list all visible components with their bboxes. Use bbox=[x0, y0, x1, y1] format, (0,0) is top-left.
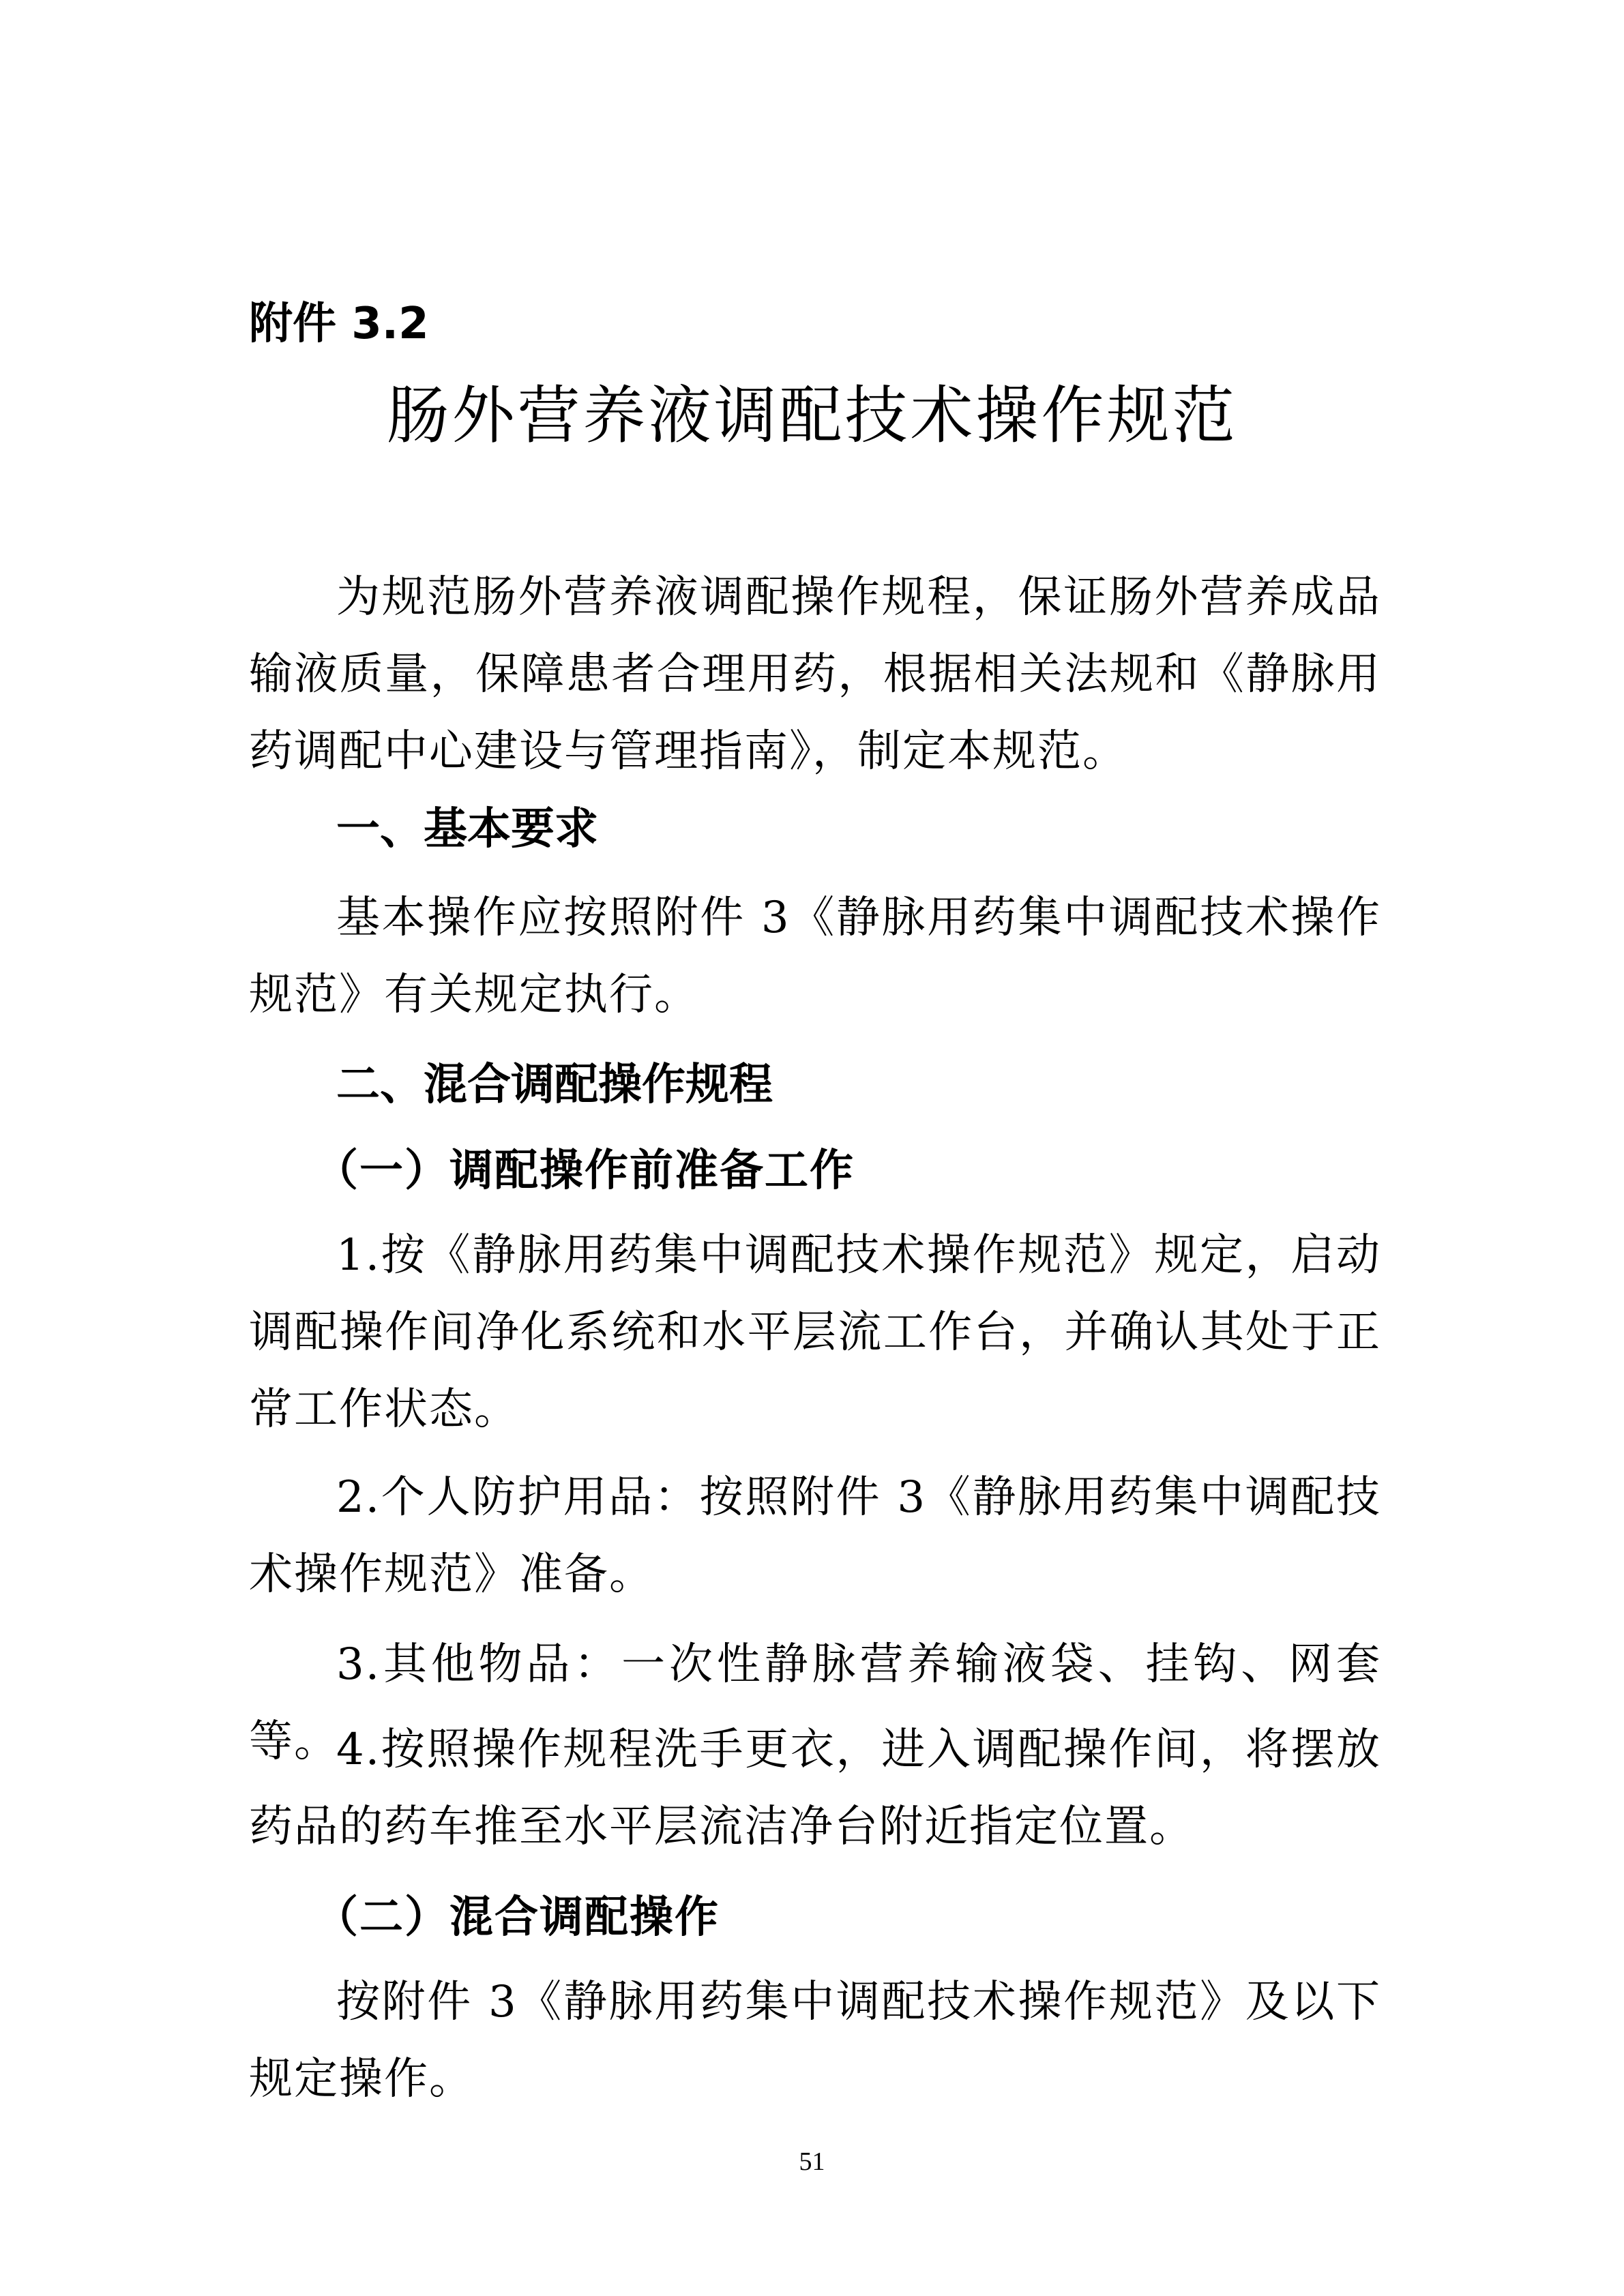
list-item-2: 2.个人防护用品：按照附件 3《静脉用药集中调配技术操作规范》准备。 bbox=[249, 1472, 1381, 1600]
section-1-text: 基本操作应按照附件 3《静脉用药集中调配技术操作规范》有关规定执行。 bbox=[249, 893, 1381, 1020]
intro-paragraph: 为规范肠外营养液调配操作规程，保证肠外营养成品输液质量，保障患者合理用药，根据相关法规和《静脉用药调配中心建设与管理指南》，制定本规范。 bbox=[249, 572, 1381, 777]
subsection-2-heading: （二）混合调配操作 bbox=[314, 1892, 720, 1943]
list-item-3: 3.其他物品：一次性静脉营养输液袋、挂钩、网套等。 bbox=[249, 1639, 1381, 1767]
page-number: 51 bbox=[799, 2147, 825, 2176]
section-1-heading: 一、基本要求 bbox=[336, 804, 598, 854]
annex-label: 附件 3.2 bbox=[249, 299, 429, 349]
list-item-1: 1.按《静脉用药集中调配技术操作规范》规定，启动调配操作间净化系统和水平层流工作台，并确认其处于正常工作状态。 bbox=[249, 1230, 1381, 1435]
section-2-heading: 二、混合调配操作规程 bbox=[336, 1060, 773, 1110]
list-item-4: 4.按照操作规程洗手更衣，进入调配操作间，将摆放药品的药车推至水平层流洁净台附近指定位置。 bbox=[249, 1725, 1381, 1852]
subsection-1-heading: （一）调配操作前准备工作 bbox=[314, 1145, 855, 1196]
subsection-2-text: 按附件 3《静脉用药集中调配技术操作规范》及以下规定操作。 bbox=[249, 1977, 1381, 2104]
document-title: 肠外营养液调配技术操作规范 bbox=[386, 379, 1238, 452]
